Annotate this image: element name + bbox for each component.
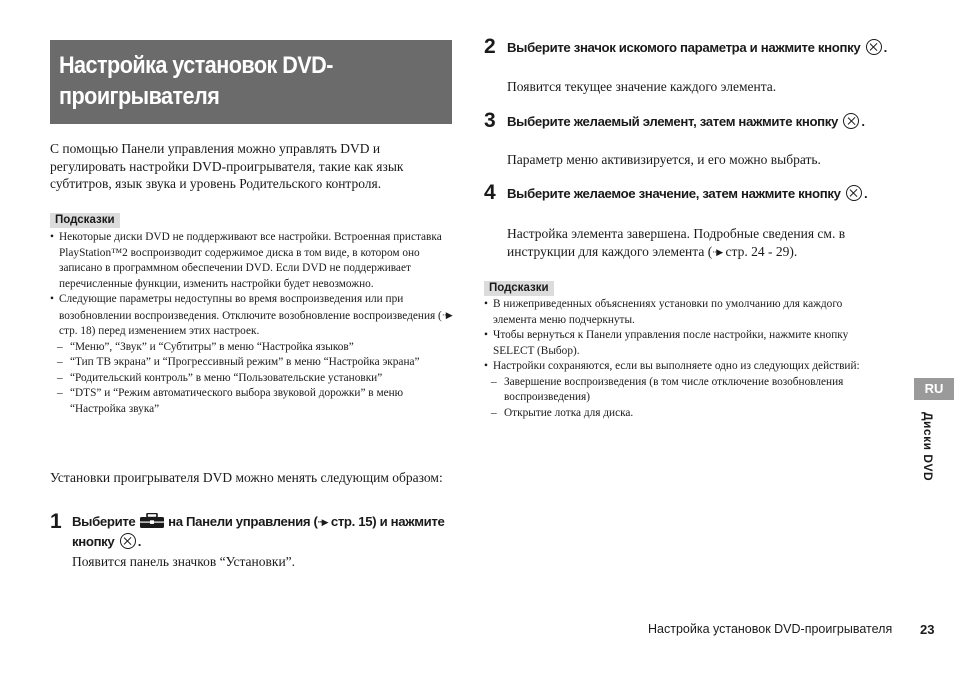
hint-subitem: – “Меню”, “Звук” и “Субтитры” в меню “Настройка языков”	[50, 340, 455, 356]
hints-right-label-wrap	[484, 278, 554, 296]
page-reference-arrow-icon: ··▶	[712, 246, 723, 257]
hint-subitem: – Открытие лотка для диска.	[484, 406, 874, 422]
hint-item: • Некоторые диски DVD не поддерживают все настройки. Встроенная приставка PlayStation™2 воспроизводит содержимое диска в том виде, в котором оно записано в программном обеспечении DVD. Если DVD не поддерживает перечисленные функции, изменить настройки будет невозможно.	[50, 230, 455, 292]
step-body: Появится панель значков “Установки”.	[72, 554, 296, 569]
hint-text: стр. 18) перед изменением этих настроек.	[59, 325, 260, 337]
cross-button-icon	[866, 39, 882, 55]
hint-item: • Настройки сохраняются, если вы выполняете одно из следующих действий:	[484, 359, 874, 375]
hint-subitem: – Завершение воспроизведения (в том числе отключение возобновления воспроизведения)	[484, 375, 874, 406]
hint-item	[50, 292, 455, 340]
section-title-banner	[50, 40, 452, 124]
hints-right	[484, 297, 874, 421]
hints-left-label-wrap	[50, 210, 120, 228]
step-heading-text: на Панели управления (	[168, 514, 318, 529]
hints-label: Подсказки	[484, 281, 554, 296]
page-title: Настройка установок DVD-проигрывателя	[59, 52, 333, 110]
hint-text: Следующие параметры недоступны во время воспроизведения или при возобновлении воспроизведения. Отключите возобновление воспроизведения (	[59, 293, 442, 322]
hints-label: Подсказки	[50, 213, 120, 228]
step-body: Параметр меню активизируется, и его можно выбрать.	[507, 152, 821, 167]
hint-subitem: – “DTS” и “Режим автоматического выбора звуковой дорожки” в меню “Настройка звука”	[50, 386, 455, 417]
page-reference-arrow-icon: ··▶	[441, 309, 452, 320]
step-heading-text: Выберите желаемое значение, затем нажмите кнопку	[507, 186, 841, 201]
step-heading-text: Выберите	[72, 514, 136, 529]
hint-subitem: – “Тип ТВ экрана” и “Прогрессивный режим” в меню “Настройка экрана”	[50, 355, 455, 371]
page-reference-arrow-icon: ··▶	[317, 517, 328, 527]
step-number: 4	[484, 181, 496, 204]
hint-item: • Чтобы вернуться к Панели управления после настройки, нажмите кнопку SELECT (Выбор).	[484, 328, 874, 359]
step-heading-text: стр. 15) и нажмите кнопку	[72, 514, 445, 549]
hints-left	[50, 230, 455, 417]
step-body: Появится текущее значение каждого элемента.	[507, 79, 777, 94]
step-number: 1	[50, 510, 62, 533]
step-heading-text: Выберите значок искомого параметра и нажмите кнопку	[507, 40, 861, 55]
cross-button-icon	[846, 185, 862, 201]
step-heading: Выберите желаемое значение, затем нажмите кнопку .	[507, 186, 868, 201]
cross-button-icon	[843, 113, 859, 129]
step-heading: Выберите значок искомого параметра и нажмите кнопку .	[507, 40, 887, 55]
step-heading: Выберите желаемый элемент, затем нажмите кнопку .	[507, 114, 865, 129]
step-heading-text: Выберите желаемый элемент, затем нажмите кнопку	[507, 114, 839, 129]
page-number: 23	[920, 622, 935, 637]
step-body-text: Настройка элемента завершена. Подробные сведения см. в инструкции для каждого элемента (	[507, 226, 846, 259]
intro-paragraph: С помощью Панели управления можно управлять DVD и регулировать настройки DVD-проигрывателя, такие как язык субтитров, язык звука и уровень Родительского контроля.	[50, 141, 404, 191]
footer-section-title: Настройка установок DVD-проигрывателя	[648, 622, 893, 636]
hint-subitem: – “Родительский контроль” в меню “Пользовательские установки”	[50, 371, 455, 387]
hint-item: • В нижеприведенных объяснениях установки по умолчанию для каждого элемента меню подчеркнуты.	[484, 297, 874, 328]
settings-intro: Установки проигрывателя DVD можно менять следующим образом:	[50, 470, 443, 485]
language-tab: RU	[914, 378, 954, 400]
step-number: 2	[484, 35, 496, 58]
chapter-side-label: Диски DVD	[921, 412, 935, 482]
step-heading: Выберите на Панели управления (··▶ стр. 15) и нажмите кнопку .	[72, 514, 445, 549]
step-body-text: стр. 24 - 29).	[722, 243, 798, 259]
step-body	[507, 225, 892, 261]
cross-button-icon	[120, 533, 136, 549]
step-number: 3	[484, 109, 496, 132]
toolbox-settings-icon	[139, 513, 165, 529]
